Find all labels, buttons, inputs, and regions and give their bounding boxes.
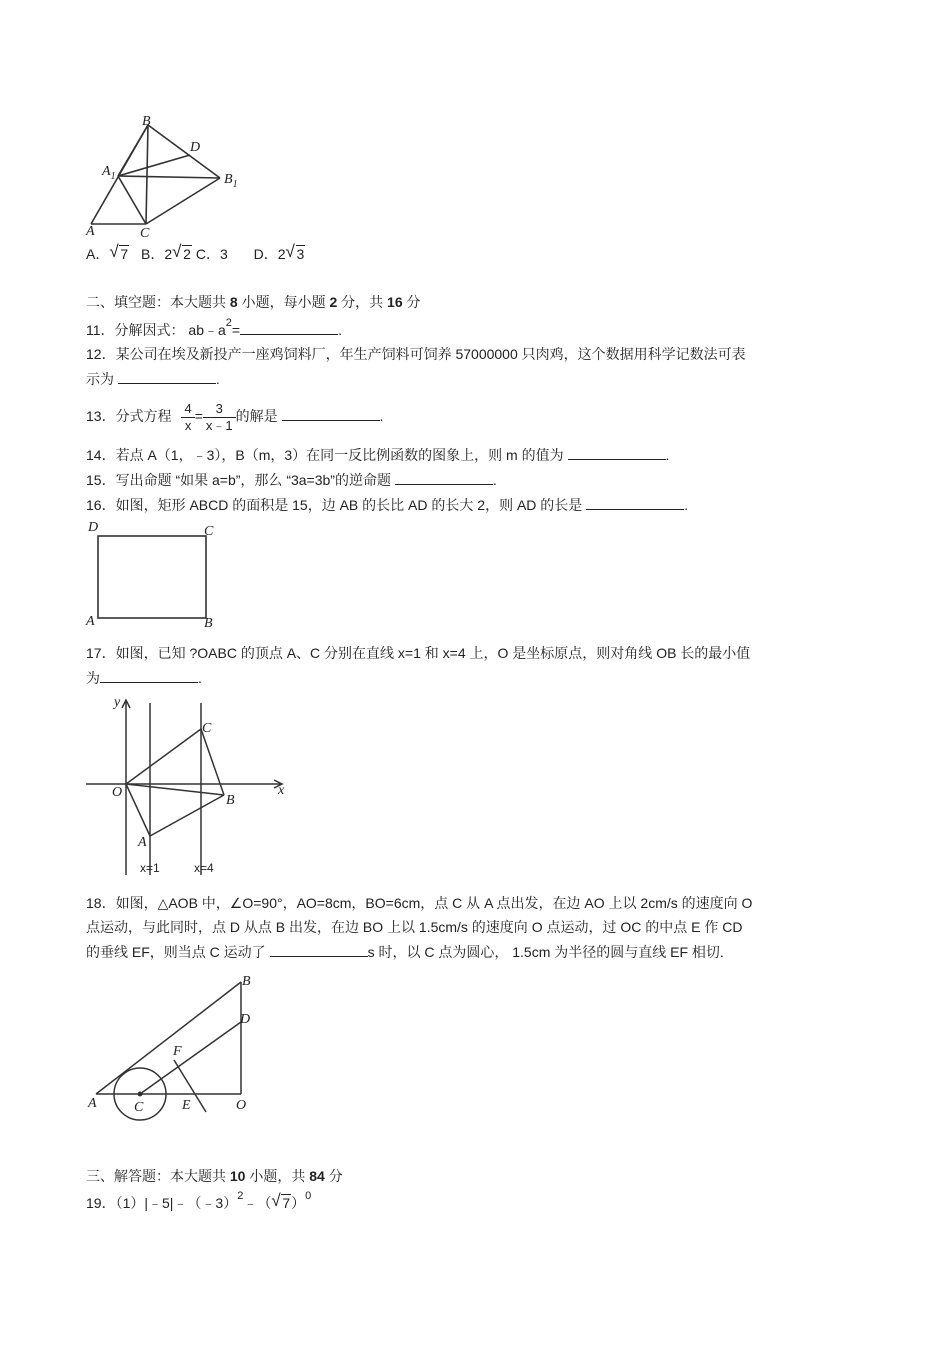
answer-blank-18[interactable]	[270, 942, 368, 957]
question-15: 15．写出命题 “如果 a=b”，那么 “3a=3b”的逆命题 .	[86, 472, 497, 488]
option-c: C．3	[195, 246, 228, 262]
option-b-label: B．2	[141, 246, 173, 262]
option-a-radical: √ 7	[109, 245, 129, 263]
label-F: F	[173, 1044, 182, 1059]
label-A: A	[88, 1096, 97, 1111]
question-13: 13．分式方程 $\frac{4}{x}$ = $\frac{3}{x﹣1}$ 的解是 .	[86, 400, 384, 433]
answer-blank-12[interactable]	[118, 369, 216, 384]
question-16: 16．如图，矩形 ABCD 的面积是 15，边 AB 的长比 AD 的长大 2，则 AD 的长是 .	[86, 497, 689, 513]
answer-blank-14[interactable]	[568, 445, 666, 460]
figure-q17	[86, 695, 296, 880]
label-B: B	[242, 974, 251, 989]
label-x: x	[278, 783, 285, 798]
answer-blank-15[interactable]	[395, 470, 493, 485]
label-A1: $A_1$	[102, 164, 116, 182]
section-3-heading: 三、解答题：本大题共 10 小题，共 84 分	[86, 1168, 343, 1184]
question-18-line1: 18．如图，△AOB 中，∠O=90°，AO=8cm，BO=6cm，点 C 从 A 点出发，在边 AO 上以 2cm/s 的速度向 O	[86, 895, 753, 911]
answer-blank-11[interactable]	[240, 320, 338, 335]
label-O: O	[236, 1098, 247, 1113]
figure-q16	[86, 520, 226, 632]
label-B: B	[204, 616, 213, 631]
label-C: C	[134, 1100, 144, 1115]
label-A: A	[138, 835, 147, 850]
label-O: O	[112, 785, 123, 800]
label-A: A	[86, 224, 95, 239]
question-12-line1: 12．某公司在埃及新投产一座鸡饲料厂，年生产饲料可饲养 57000000 只肉鸡，这个数据用科学记数法可表	[86, 346, 746, 362]
question-18-line2: 点运动，与此同时，点 D 从点 B 出发，在边 BO 上以 1.5cm/s 的速度向 O 点运动，过 OC 的中点 E 作 CD	[86, 919, 743, 935]
label-B: B	[142, 114, 151, 129]
figure-q18	[86, 972, 266, 1122]
label-x1: x=1	[140, 861, 160, 875]
question-19: 19．（1）|﹣5|﹣（﹣3）$^2$﹣（√ 7）$^0$	[86, 1194, 311, 1214]
option-a-label: A．	[86, 246, 110, 262]
label-B: B	[226, 793, 235, 808]
label-C: C	[140, 226, 150, 241]
question-17-line2: 为 .	[86, 670, 202, 686]
label-D: D	[190, 140, 201, 155]
answer-blank-16[interactable]	[586, 495, 684, 510]
label-A: A	[86, 614, 95, 629]
label-D: D	[240, 1012, 251, 1027]
label-y: y	[114, 695, 121, 710]
question-12-line2: 示为 .	[86, 371, 220, 387]
question-17-line1: 17．如图，已知 ?OABC 的顶点 A、C 分别在直线 x=1 和 x=4 上，O 是坐标原点，则对角线 OB 长的最小值	[86, 645, 751, 661]
answer-blank-17[interactable]	[100, 668, 198, 683]
label-x4: x=4	[194, 861, 214, 875]
question-14: 14．若点 A（1，﹣3），B（m，3）在同一反比例函数的图象上，则 m 的值为 .	[86, 447, 670, 463]
section-2-heading: 二、填空题：本大题共 8 小题，每小题 2 分，共 16 分	[86, 294, 421, 310]
question-18-line3: 的垂线 EF，则当点 C 运动了 s 时，以 C 点为圆心， 1.5cm 为半径的圆与直线 EF 相切.	[86, 944, 724, 960]
option-d-radical: √ 3	[286, 245, 306, 263]
option-b-radical: √ 2	[172, 245, 192, 263]
label-E: E	[182, 1098, 191, 1113]
label-B1: $B_1$	[224, 172, 238, 190]
label-C: C	[202, 721, 212, 736]
option-d-label: D．2	[253, 246, 286, 262]
question-11: 11．分解因式： $ab﹣a^2=$ .	[86, 317, 342, 338]
answer-blank-13[interactable]	[282, 406, 380, 421]
q10-options	[86, 245, 305, 263]
label-C: C	[204, 524, 214, 539]
label-D: D	[88, 520, 99, 535]
figure-q10	[86, 112, 256, 240]
